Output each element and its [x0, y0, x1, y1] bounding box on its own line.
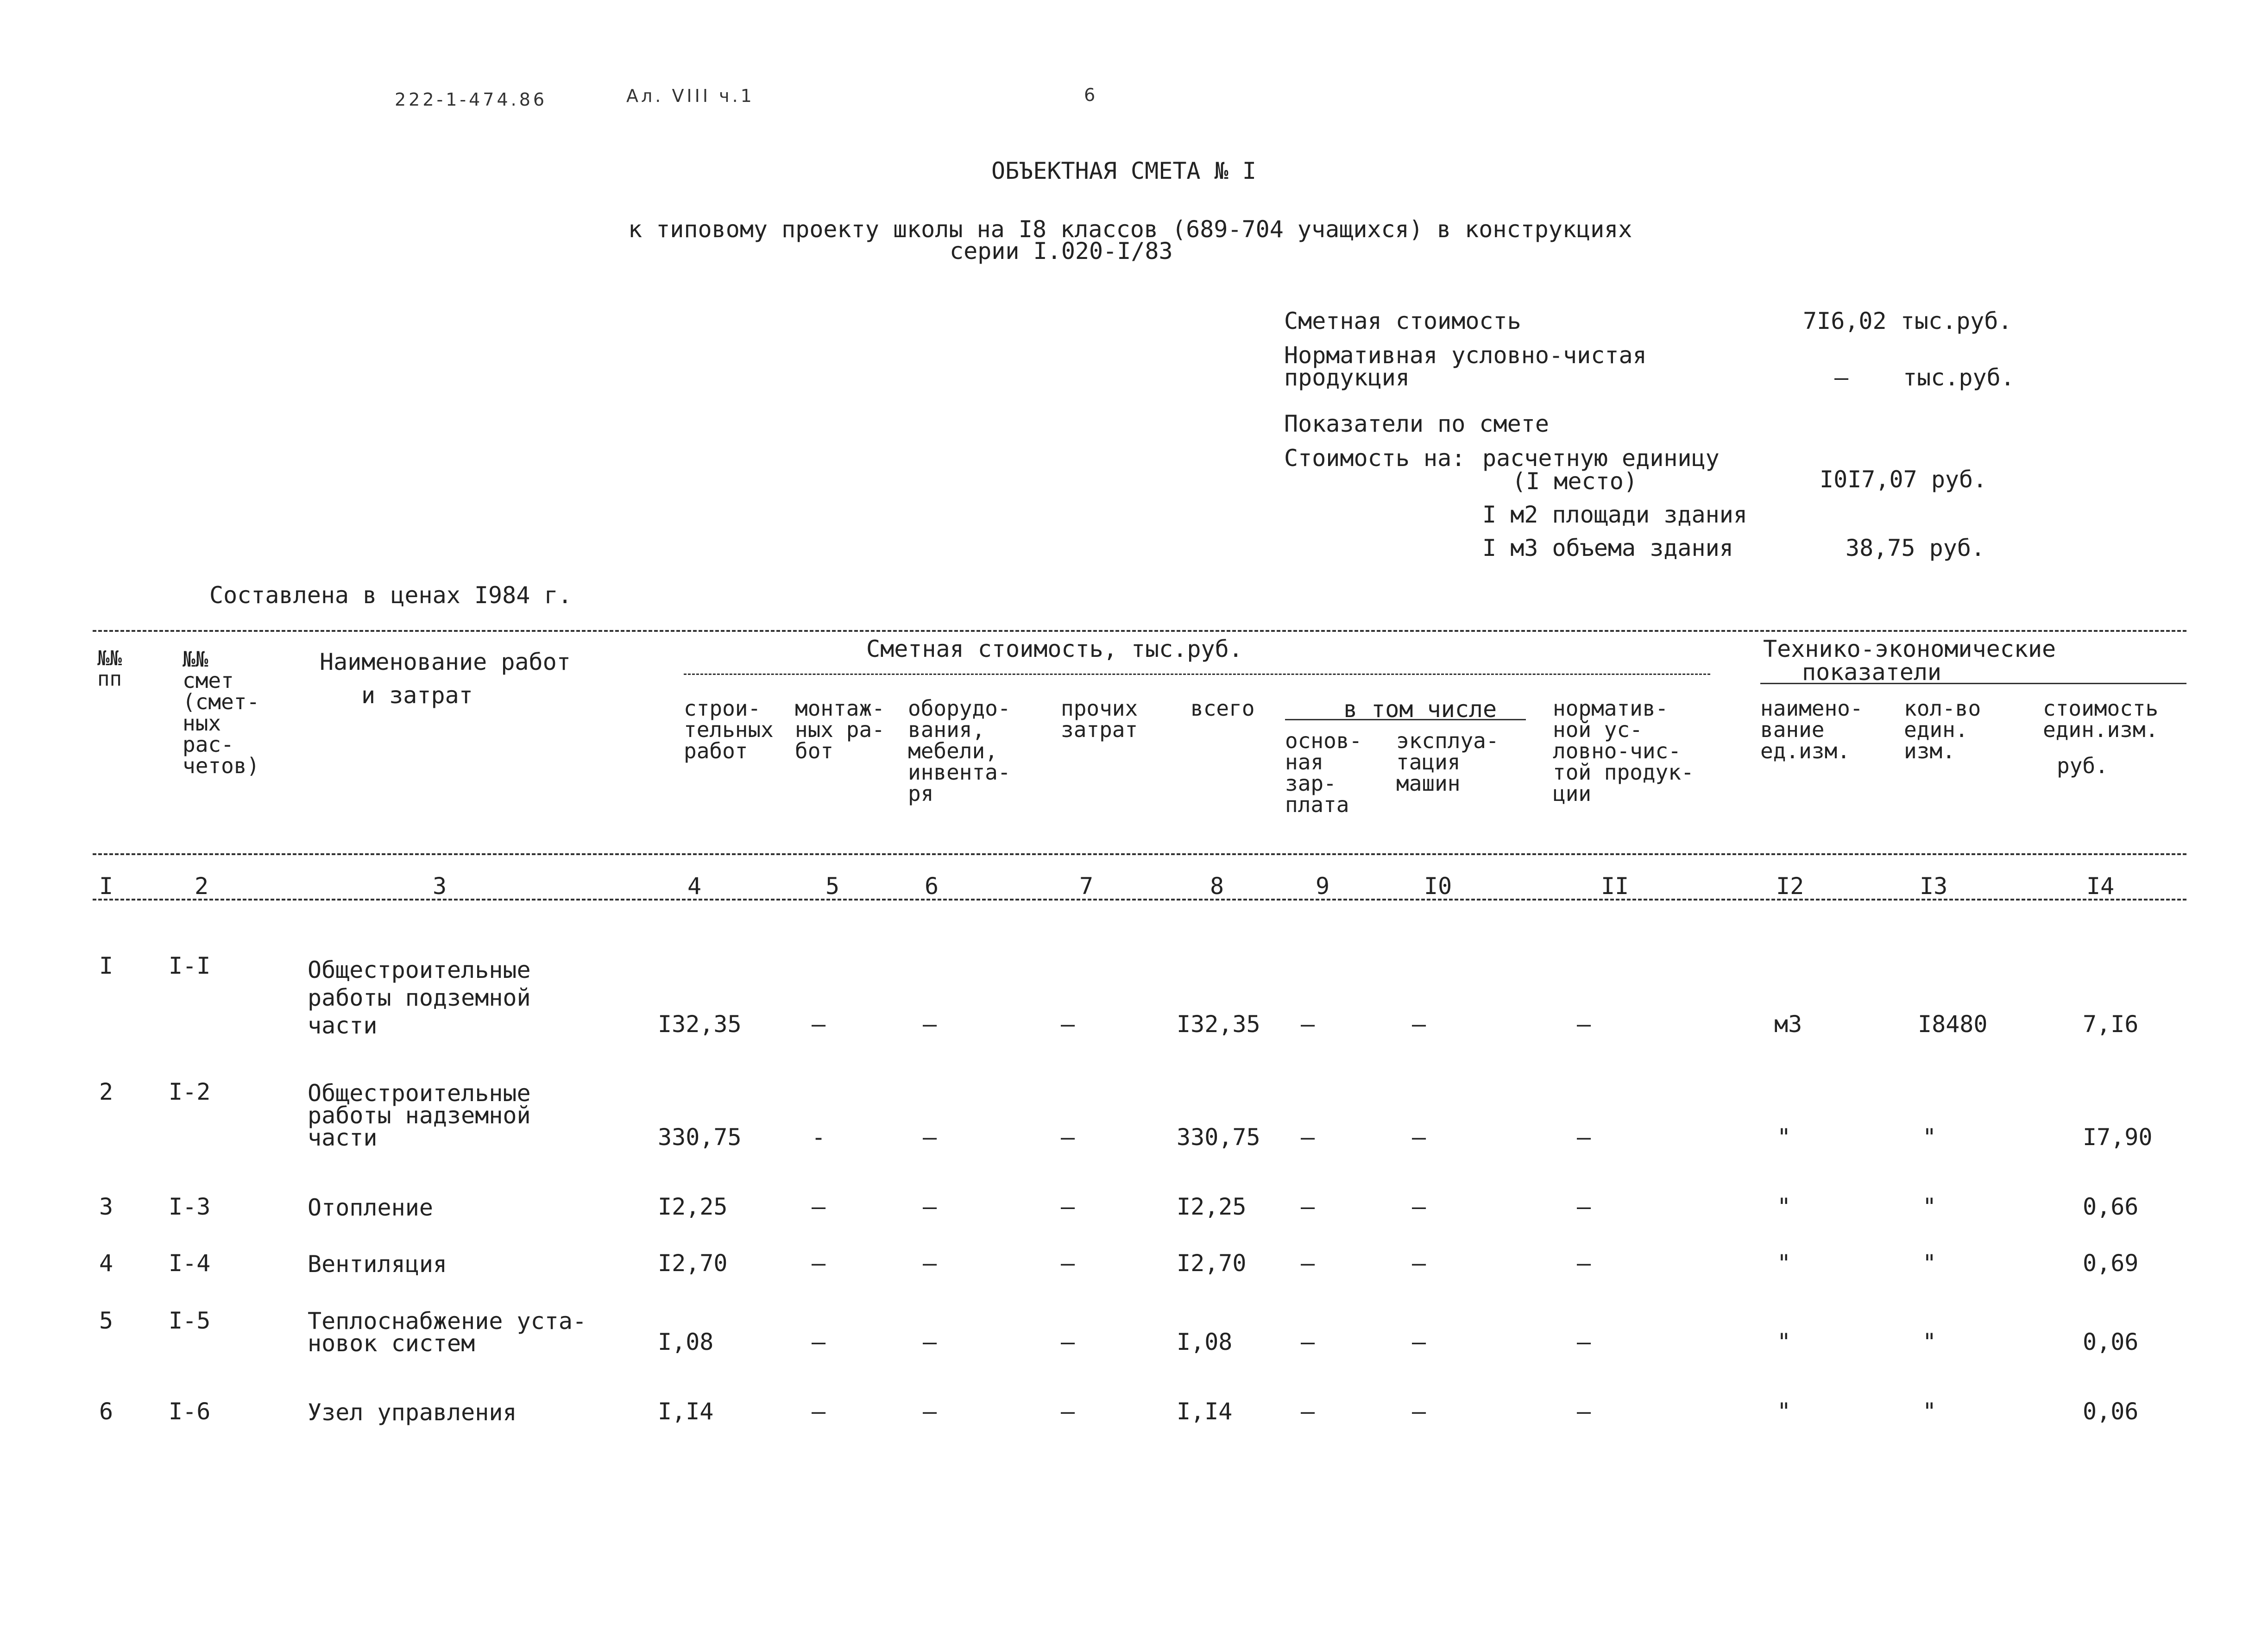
row-equipment-cost: –	[923, 1011, 937, 1038]
row-installation-cost: -	[812, 1124, 826, 1151]
row-other-cost: –	[1061, 1250, 1075, 1277]
row-work-name: Отопление	[308, 1194, 433, 1221]
row-unit-name: "	[1777, 1193, 1791, 1220]
row-unit-cost: 0,69	[2083, 1250, 2139, 1277]
row-unit-name: "	[1777, 1124, 1791, 1151]
row-machines: –	[1412, 1011, 1426, 1038]
per-unit-label-line1: расчетную единицу	[1482, 445, 1720, 472]
normative-label-line1: Нормативная условно-чистая	[1284, 342, 1647, 369]
estimated-cost-value: 7I6,02 тыс.руб.	[1803, 308, 2012, 334]
column-number-3: 3	[433, 873, 447, 900]
row-construction-cost: I,I4	[658, 1398, 714, 1425]
header-bottom-rule	[93, 853, 2186, 855]
row-estimate-number: I-6	[169, 1398, 211, 1425]
row-normative: –	[1577, 1398, 1591, 1425]
row-total-cost: I2,70	[1177, 1250, 1247, 1277]
row-installation-cost: –	[812, 1398, 826, 1425]
header-group-tech-line1: Технико-экономические	[1763, 636, 2056, 662]
indicators-label: Показатели по смете	[1284, 410, 1549, 437]
row-estimate-number: I-I	[169, 952, 211, 979]
row-construction-cost: 330,75	[658, 1124, 742, 1151]
cost-group-rule	[684, 674, 1710, 675]
row-equipment-cost: –	[923, 1329, 937, 1355]
project-subtitle-line2: серии I.020-I/83	[950, 238, 1173, 265]
normative-unit: тыс.руб.	[1903, 364, 2015, 391]
row-unit-qty: "	[1922, 1329, 1937, 1355]
row-unit-name: "	[1777, 1329, 1791, 1355]
row-construction-cost: I,08	[658, 1329, 714, 1355]
row-unit-qty: "	[1922, 1250, 1937, 1277]
estimated-cost-label: Сметная стоимость	[1284, 308, 1521, 334]
prices-note: Составлена в ценах I984 г.	[209, 582, 572, 609]
row-unit-qty: "	[1922, 1193, 1937, 1220]
row-construction-cost: I2,25	[658, 1193, 728, 1220]
column-number-13: I3	[1920, 873, 1948, 900]
header-col-estimate-number: №№ смет (смет- ных рас- четов)	[183, 647, 260, 778]
header-group-cost: Сметная стоимость, тыс.руб.	[866, 636, 1243, 662]
header-col-name-line2: и затрат	[361, 682, 473, 709]
row-wages: –	[1301, 1011, 1315, 1038]
column-number-9: 9	[1316, 873, 1330, 900]
header-col-wages: основ- ная зар- плата	[1285, 728, 1362, 817]
row-unit-name: м3	[1774, 1011, 1802, 1038]
project-subtitle-line1: к типовому проекту школы на I8 классов (689-704 учащихся) в конструкциях	[628, 216, 1632, 243]
row-estimate-number: I-2	[169, 1078, 211, 1105]
cost-per-label: Стоимость на:	[1284, 445, 1466, 472]
row-unit-qty: "	[1922, 1124, 1937, 1151]
row-other-cost: –	[1061, 1329, 1075, 1355]
document-code: 222-1-474.86	[395, 89, 548, 110]
row-wages: –	[1301, 1329, 1315, 1355]
row-machines: –	[1412, 1250, 1426, 1277]
row-wages: –	[1301, 1124, 1315, 1151]
row-total-cost: I,08	[1177, 1329, 1233, 1355]
header-group-including: в том числе	[1343, 696, 1497, 723]
row-estimate-number: I-4	[169, 1250, 211, 1277]
row-work-name: Вентиляция	[308, 1251, 447, 1278]
header-col-other: прочих затрат	[1061, 696, 1138, 742]
per-m3-label: I м3 объема здания	[1482, 535, 1733, 561]
header-col-unit-name: наимено- вание ед.изм.	[1760, 696, 1863, 763]
row-unit-name: "	[1777, 1250, 1791, 1277]
row-work-name: Общестроительные работы подземной части	[308, 957, 531, 1039]
column-number-5: 5	[825, 873, 840, 900]
column-number-7: 7	[1079, 873, 1094, 900]
column-number-4: 4	[687, 873, 702, 900]
row-wages: –	[1301, 1398, 1315, 1425]
row-work-name: Теплоснабжение уста- новок систем	[308, 1308, 587, 1357]
row-equipment-cost: –	[923, 1250, 937, 1277]
table-top-rule	[93, 630, 2186, 632]
row-total-cost: I32,35	[1177, 1011, 1260, 1038]
row-installation-cost: –	[812, 1329, 826, 1355]
row-unit-cost: 0,66	[2083, 1193, 2139, 1220]
row-other-cost: –	[1061, 1011, 1075, 1038]
row-unit-cost: 0,06	[2083, 1329, 2139, 1355]
header-col-unit-qty: кол-во един. изм.	[1904, 696, 1981, 763]
row-unit-qty: "	[1922, 1398, 1937, 1425]
header-col-unit-cost-currency: руб.	[2057, 753, 2108, 778]
row-installation-cost: –	[812, 1193, 826, 1220]
row-installation-cost: –	[812, 1250, 826, 1277]
header-col-name-line1: Наименование работ	[320, 649, 571, 675]
column-numbers-rule	[93, 899, 2186, 901]
row-number: 5	[99, 1307, 113, 1334]
row-machines: –	[1412, 1398, 1426, 1425]
row-estimate-number: I-3	[169, 1193, 211, 1220]
row-total-cost: 330,75	[1177, 1124, 1260, 1151]
estimate-title: ОБЪЕКТНАЯ СМЕТА № I	[991, 157, 1256, 184]
header-col-unit-cost: стоимость един.изм.	[2043, 696, 2159, 742]
row-total-cost: I,I4	[1177, 1398, 1233, 1425]
row-other-cost: –	[1061, 1124, 1075, 1151]
row-normative: –	[1577, 1011, 1591, 1038]
column-number-10: I0	[1424, 873, 1452, 900]
normative-value: –	[1834, 364, 1849, 391]
row-construction-cost: I2,70	[658, 1250, 728, 1277]
header-col-machines: эксплуа- тация машин	[1396, 728, 1499, 796]
row-unit-cost: 7,I6	[2083, 1011, 2139, 1038]
column-number-2: 2	[195, 873, 209, 900]
row-wages: –	[1301, 1193, 1315, 1220]
row-normative: –	[1577, 1193, 1591, 1220]
per-unit-label-line2: (I место)	[1512, 468, 1638, 495]
row-installation-cost: –	[812, 1011, 826, 1038]
row-number: 4	[99, 1250, 113, 1277]
row-number: 6	[99, 1398, 113, 1425]
row-normative: –	[1577, 1329, 1591, 1355]
header-col-installation: монтаж- ных ра- бот	[795, 696, 885, 763]
header-col-normative: норматив- ной ус- ловно-чис- той продук- ции	[1553, 696, 1694, 806]
per-m2-label: I м2 площади здания	[1482, 501, 1747, 528]
page-number: 6	[1084, 85, 1098, 105]
row-total-cost: I2,25	[1177, 1193, 1247, 1220]
row-equipment-cost: –	[923, 1398, 937, 1425]
header-col-construction: строи- тельных работ	[684, 696, 774, 763]
per-m3-value: 38,75 руб.	[1846, 535, 1985, 561]
row-construction-cost: I32,35	[658, 1011, 742, 1038]
row-equipment-cost: –	[923, 1193, 937, 1220]
header-col-total: всего	[1191, 696, 1255, 721]
column-number-11: II	[1601, 873, 1629, 900]
row-other-cost: –	[1061, 1193, 1075, 1220]
row-work-name: Общестроительные работы надземной части	[308, 1080, 531, 1151]
row-wages: –	[1301, 1250, 1315, 1277]
header-col-row-number: №№ пп	[97, 647, 122, 691]
row-machines: –	[1412, 1329, 1426, 1355]
row-estimate-number: I-5	[169, 1307, 211, 1334]
album-reference: Ал. VIII ч.1	[626, 86, 755, 106]
row-normative: –	[1577, 1250, 1591, 1277]
column-number-14: I4	[2086, 873, 2115, 900]
row-unit-name: "	[1777, 1398, 1791, 1425]
row-number: 3	[99, 1193, 113, 1220]
column-number-12: I2	[1776, 873, 1804, 900]
row-machines: –	[1412, 1124, 1426, 1151]
column-number-8: 8	[1210, 873, 1224, 900]
row-unit-qty: I8480	[1918, 1011, 1988, 1038]
row-number: I	[99, 952, 113, 979]
row-work-name: Узел управления	[308, 1399, 517, 1426]
row-machines: –	[1412, 1193, 1426, 1220]
header-group-tech-line2: показатели	[1802, 659, 1942, 686]
row-unit-cost: I7,90	[2083, 1124, 2153, 1151]
column-number-1: I	[99, 873, 113, 900]
row-normative: –	[1577, 1124, 1591, 1151]
row-equipment-cost: –	[923, 1124, 937, 1151]
row-number: 2	[99, 1078, 113, 1105]
header-col-equipment: оборудо- вания, мебели, инвента- ря	[908, 696, 1011, 806]
row-unit-cost: 0,06	[2083, 1398, 2139, 1425]
row-other-cost: –	[1061, 1398, 1075, 1425]
normative-label-line2: продукция	[1284, 364, 1410, 391]
per-unit-value: I0I7,07 руб.	[1820, 466, 1987, 493]
column-number-6: 6	[925, 873, 939, 900]
